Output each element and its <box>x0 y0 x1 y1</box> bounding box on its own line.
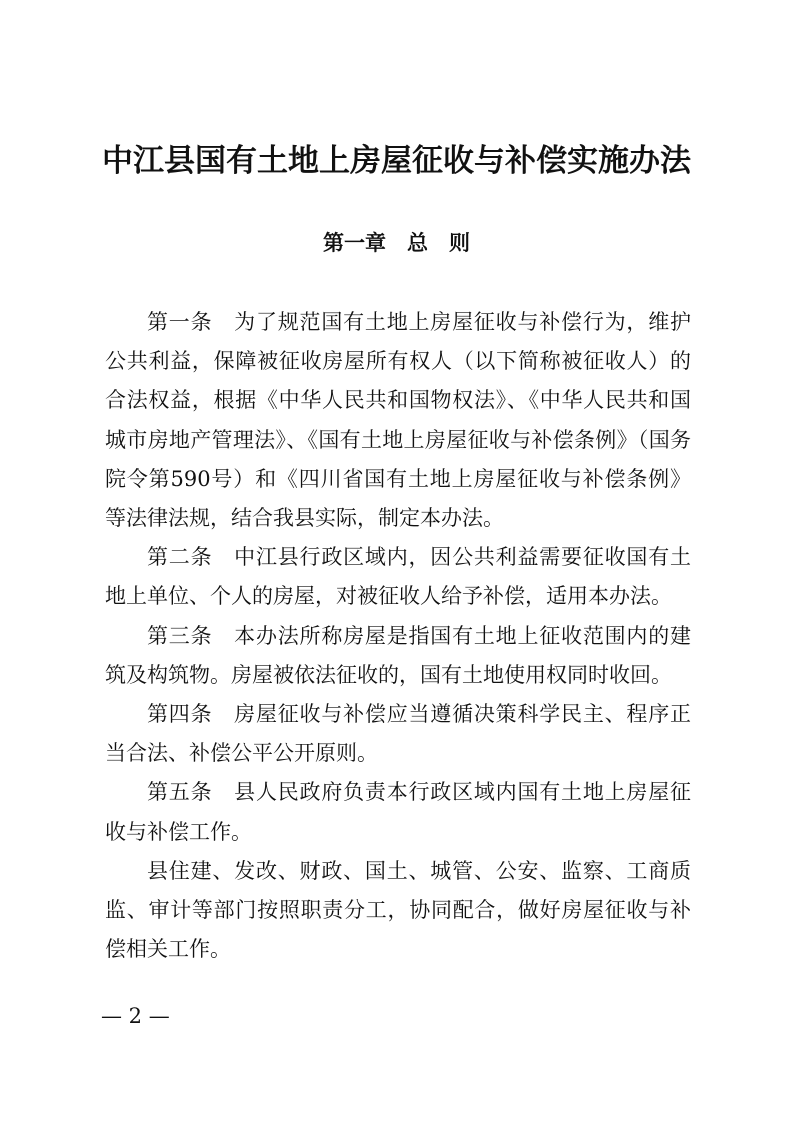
article-3: 第三条 本办法所称房屋是指国有土地上征收范围内的建筑及构筑物。房屋被依法征收的，国有土地使用权同时收回。 <box>105 623 691 687</box>
chapter-heading: 第一章 总 则 <box>323 231 470 255</box>
article-5: 第五条 县人民政府负责本行政区域内国有土地上房屋征收与补偿工作。 <box>105 780 691 844</box>
article-5-paragraph-2: 县住建、发改、财政、国土、城管、公安、监察、工商质监、审计等部门按照职责分工，协同配合，做好房屋征收与补偿相关工作。 <box>105 858 691 962</box>
page-number: — 2 — <box>101 1004 170 1028</box>
document-title: 中江县国有土地上房屋征收与补偿实施办法 <box>102 143 691 179</box>
article-4: 第四条 房屋征收与补偿应当遵循决策科学民主、程序正当合法、补偿公平公开原则。 <box>105 702 691 766</box>
article-1: 第一条 为了规范国有土地上房屋征收与补偿行为，维护公共利益，保障被征收房屋所有权人（以下简称被征收人）的合法权益，根据《中华人民共和国物权法》、《中华人民共和国城市房地产管理法》、《国有土地上房屋征收与补偿条例》（国务院令第590号）和《四川省国有土地上房屋征收与补偿条例》等法律法规，结合我县实际，制定本办法。 <box>105 310 691 531</box>
document-body <box>105 303 691 969</box>
article-2: 第二条 中江县行政区域内，因公共利益需要征收国有土地上单位、个人的房屋，对被征收人给予补偿，适用本办法。 <box>105 545 691 609</box>
